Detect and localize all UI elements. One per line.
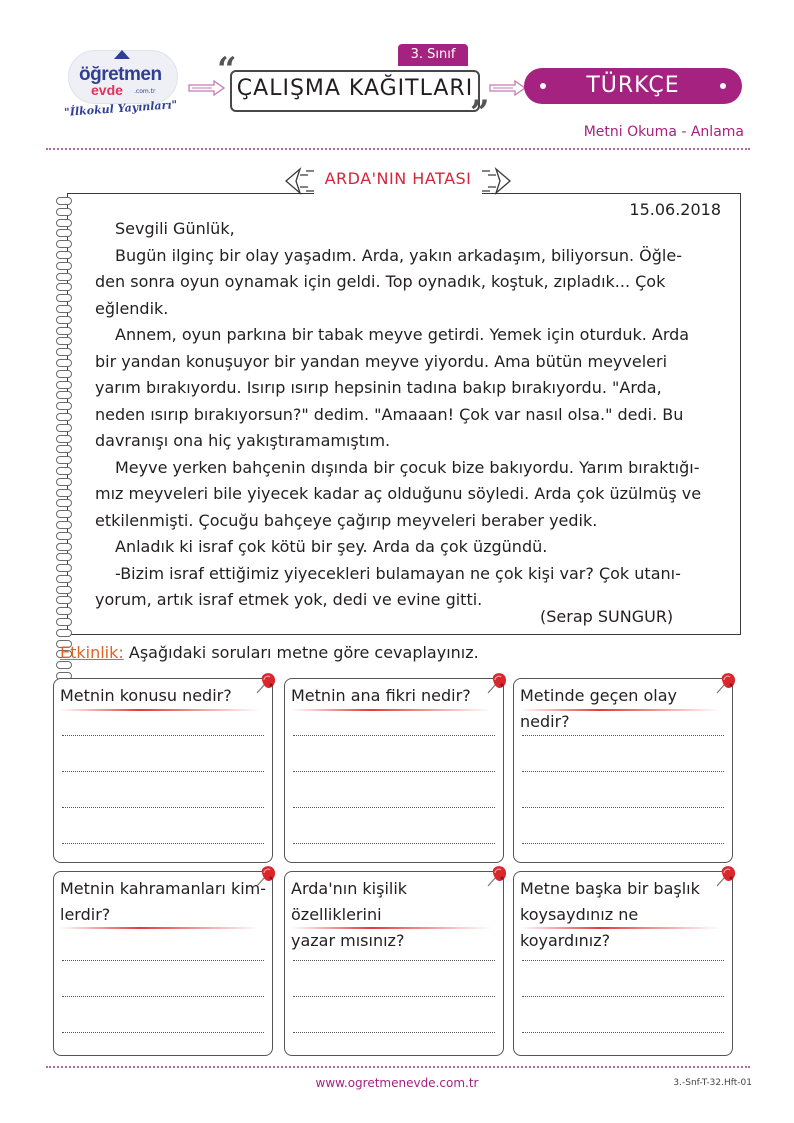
spiral-ring: [56, 456, 72, 464]
story-line: eğlendik.: [95, 298, 169, 318]
footer-divider: [46, 1066, 750, 1068]
question-text: Metnin ana fikri nedir?: [291, 686, 471, 705]
open-quote-icon: “: [217, 50, 237, 90]
pushpin-icon: [252, 864, 278, 890]
spiral-ring: [56, 370, 72, 378]
spiral-ring: [56, 316, 72, 324]
story-author: (Serap SUNGUR): [540, 607, 674, 626]
spiral-ring: [56, 402, 72, 410]
spiral-ring: [56, 294, 72, 302]
spiral-ring: [56, 478, 72, 486]
story-line: Annem, oyun parkına bir tabak meyve getirdi. Yemek için oturduk. Arda: [115, 325, 690, 344]
answer-line[interactable]: [62, 960, 264, 961]
answer-line[interactable]: [293, 843, 495, 844]
activity-instruction-text: Aşağıdaki soruları metne göre cevaplayınız.: [128, 643, 479, 662]
spiral-ring: [56, 413, 72, 421]
story-line: Meyve yerken bahçenin dışında bir çocuk bize bakıyordu. Yarım bıraktığı-: [115, 457, 700, 477]
story-line: etkilenmişti. Çocuğu bahçeye çağırıp meyveleri beraber yedik.: [95, 510, 598, 530]
question-underline: [291, 709, 491, 711]
footer-code: 3.-Snf-T-32.Hft-01: [673, 1078, 752, 1088]
spiral-ring: [56, 273, 72, 281]
pushpin-icon: [252, 671, 278, 697]
question-card: [284, 678, 504, 863]
pushpin-icon: [483, 864, 509, 890]
story-line: bir yandan konuşuyor bir yandan meyve yiyordu. Ama bütün meyveleri: [95, 351, 668, 371]
spiral-ring: [56, 445, 72, 453]
arrow-right-icon: [489, 80, 527, 96]
question-underline: [291, 927, 491, 929]
spiral-ring: [56, 661, 72, 669]
answer-line[interactable]: [62, 996, 264, 997]
spiral-ring: [56, 305, 72, 313]
answer-line[interactable]: [62, 1032, 264, 1033]
story-line: davranışı ona hiç yakıştıramamıştım.: [95, 431, 391, 450]
spiral-ring: [56, 586, 72, 594]
story-date: 15.06.2018: [629, 200, 721, 219]
story-title: ARDA'NIN HATASI: [324, 169, 472, 188]
pushpin-icon: [712, 864, 738, 890]
answer-line[interactable]: [522, 807, 724, 808]
answer-line[interactable]: [293, 807, 495, 808]
story-line: Anladık ki israf çok kötü bir şey. Arda da çok üzgündü.: [115, 537, 548, 556]
bullet-icon: [540, 83, 546, 89]
spiral-ring: [56, 262, 72, 270]
subject-pill: [524, 68, 742, 104]
spiral-ring: [56, 435, 72, 443]
logo-wordmark: öğretmen: [79, 64, 162, 85]
question-card: [513, 871, 733, 1056]
question-card: [53, 871, 273, 1056]
answer-line[interactable]: [522, 1032, 724, 1033]
spiral-ring: [56, 208, 72, 216]
question-text: Metnin konusu nedir?: [60, 686, 232, 705]
close-quote-icon: ”: [470, 93, 490, 133]
spiral-ring: [56, 283, 72, 291]
spiral-ring: [56, 499, 72, 507]
activity-label: Etkinlik:: [60, 643, 124, 662]
spiral-ring: [56, 327, 72, 335]
spiral-ring: [56, 575, 72, 583]
logo: [62, 42, 182, 127]
spiral-ring: [56, 596, 72, 604]
question-underline: [520, 709, 720, 711]
answer-line[interactable]: [522, 996, 724, 997]
story-line: neden ısırıp bırakıyorsun?" dedim. "Amaaan! Çok var nasıl olsa." dedi. Bu: [95, 404, 684, 424]
spiral-ring: [56, 359, 72, 367]
question-underline: [60, 709, 260, 711]
logo-domain: .com.tr: [134, 88, 156, 95]
logo-tagline: "İlkokul Yayınları": [63, 98, 178, 119]
answer-line[interactable]: [62, 771, 264, 772]
question-text: Metinde geçen olay nedir?: [520, 686, 677, 731]
spiral-ring: [56, 543, 72, 551]
logo-wordmark-2: evde: [91, 82, 123, 98]
activity-instruction: [60, 643, 479, 662]
spiral-ring: [56, 607, 72, 615]
spiral-ring: [56, 532, 72, 540]
topic-label: Metni Okuma - Anlama: [583, 124, 744, 140]
spiral-ring: [56, 337, 72, 345]
question-card: [53, 678, 273, 863]
answer-line[interactable]: [293, 960, 495, 961]
answer-line[interactable]: [522, 735, 724, 736]
story-line: den sonra oyun oynamak için geldi. Top oynadık, koştuk, zıpladık... Çok: [95, 272, 666, 291]
grade-label: 3. Sınıf: [398, 44, 468, 66]
story-line: yorum, artık israf etmek yok, dedi ve evine gitti.: [95, 590, 483, 609]
spiral-ring: [56, 489, 72, 497]
question-card: [513, 678, 733, 863]
question-underline: [520, 927, 720, 929]
subject-label: TÜRKÇE: [586, 73, 680, 98]
bullet-icon: [720, 83, 726, 89]
spiral-ring: [56, 564, 72, 572]
title-banner: [284, 165, 512, 197]
worksheet-title-box: [230, 70, 480, 112]
question-card: [284, 871, 504, 1056]
footer-url[interactable]: www.ogretmenevde.com.tr: [315, 1076, 479, 1090]
story-line: -Bizim israf ettiğimiz yiyecekleri bulamayan ne çok kişi var? Çok utanı-: [115, 563, 681, 583]
spiral-ring: [56, 618, 72, 626]
answer-line[interactable]: [522, 960, 724, 961]
spiral-ring: [56, 240, 72, 248]
spiral-ring: [56, 219, 72, 227]
answer-line[interactable]: [62, 807, 264, 808]
spiral-ring: [56, 229, 72, 237]
question-text: Metne başka bir başlık koysaydınız ne koyardınız?: [520, 879, 700, 950]
spiral-ring: [56, 391, 72, 399]
answer-line[interactable]: [293, 771, 495, 772]
spiral-ring: [56, 467, 72, 475]
pushpin-icon: [483, 671, 509, 697]
spiral-ring: [56, 197, 72, 205]
spiral-ring: [56, 381, 72, 389]
spiral-ring: [56, 521, 72, 529]
answer-line[interactable]: [293, 735, 495, 736]
question-text: Arda'nın kişilik özelliklerini yazar mısınız?: [291, 879, 408, 950]
spiral-ring: [56, 348, 72, 356]
story-line: Sevgili Günlük,: [115, 219, 235, 238]
spiral-ring: [56, 424, 72, 432]
pushpin-icon: [712, 671, 738, 697]
notebook-spiral: [56, 197, 76, 704]
answer-line[interactable]: [62, 735, 264, 736]
question-text: Metnin kahramanları kim- lerdir?: [60, 879, 267, 924]
spiral-ring: [56, 629, 72, 637]
spiral-ring: [56, 553, 72, 561]
answer-line[interactable]: [293, 996, 495, 997]
question-underline: [60, 927, 260, 929]
story-text: [95, 216, 715, 614]
spiral-ring: [56, 510, 72, 518]
answer-line[interactable]: [62, 843, 264, 844]
logo-house-icon: [114, 50, 130, 59]
answer-line[interactable]: [522, 771, 724, 772]
answer-line[interactable]: [293, 1032, 495, 1033]
story-line: Bugün ilginç bir olay yaşadım. Arda, yakın arkadaşım, biliyorsun. Öğle-: [115, 245, 682, 265]
answer-line[interactable]: [522, 843, 724, 844]
divider: [46, 148, 750, 150]
story-line: mız meyveleri bile yiyecek kadar aç olduğunu söyledi. Arda çok üzülmüş ve: [95, 484, 702, 503]
worksheet-title: ÇALIŞMA KAĞITLARI: [236, 76, 474, 101]
spiral-ring: [56, 251, 72, 259]
story-line: yarım bırakıyordu. Isırıp ısırıp hepsinin tadına bakıp bırakıyordu. "Arda,: [95, 378, 662, 397]
